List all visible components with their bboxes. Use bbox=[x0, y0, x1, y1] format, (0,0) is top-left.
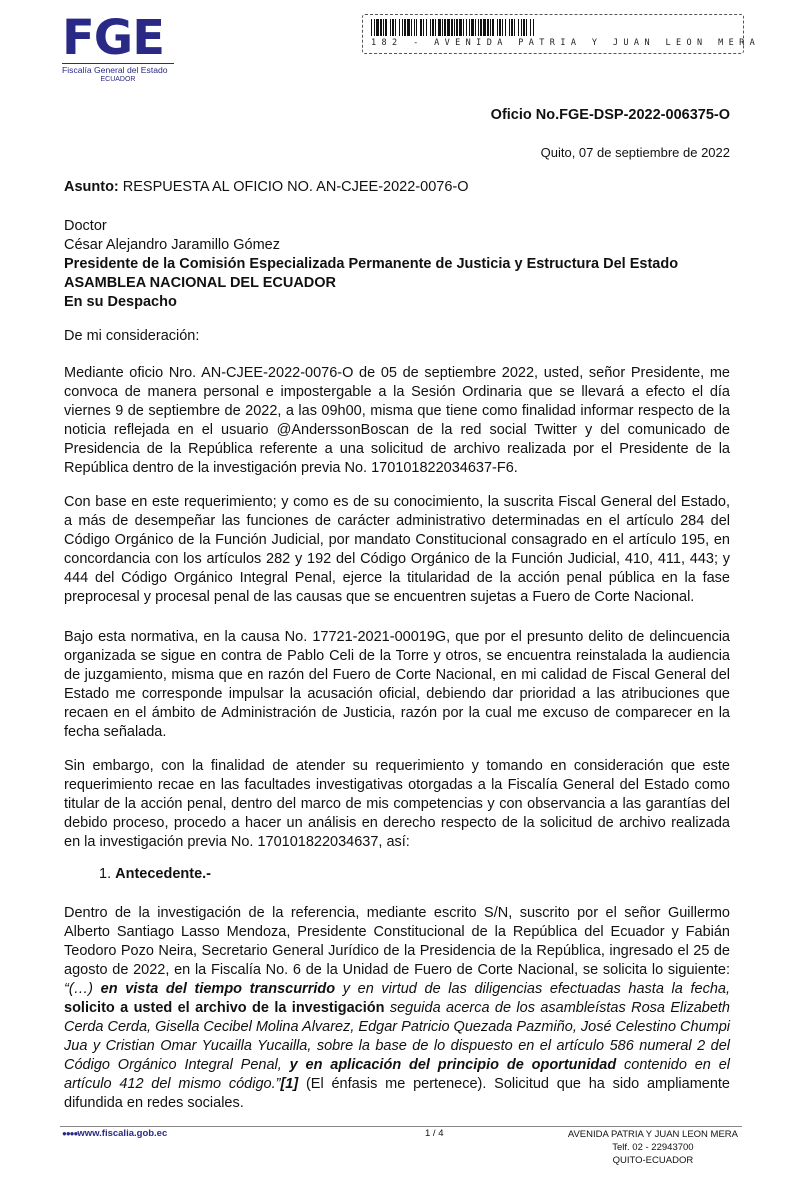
logo-country: ECUADOR bbox=[100, 76, 136, 83]
footnote-ref-1[interactable]: [1] bbox=[280, 1076, 299, 1092]
p5-intro: Dentro de la investigación de la referencia, mediante escrito S/N, suscrito por el señor Guillermo Alberto Santiago Lasso Mendoza, Presidente Constitucional de la República del Ecuador y Fabián Teodoro Pozo Neira, Secretario General Jurídico de la Presidencia de la República, ingresado el 25 de agosto de 2022, en la Fiscalía No. 6 de la Unidad de Fuero de Corte Nacional, se solicita lo siguiente: bbox=[64, 905, 730, 978]
paragraph-2: Con base en este requerimiento; y como es de su conocimiento, la suscrita Fiscal General del Estado, a más de desempeñar las funciones de carácter administrativo determinadas en el artículo 284 del Código Orgánico de la Función Judicial, por mandato Constitucional consagrado en el artículo 195, en concordancia con los artículos 282 y 192 del Código Orgánico de la Función Judicial, 410, 411, 443; y 444 del Código Orgánico Integral Penal, ejerce la titularidad de la acción penal pública en la fase preprocesal y procesal penal de las causas que se encuentren sujetas a Fuero de Corte Nacional. bbox=[64, 494, 730, 605]
dots-icon: ●●●● bbox=[62, 1129, 78, 1138]
subject-line bbox=[64, 178, 730, 197]
document-date: Quito, 07 de septiembre de 2022 bbox=[540, 145, 730, 160]
recipient-block bbox=[64, 217, 730, 312]
recipient-title: Doctor bbox=[64, 218, 107, 234]
footer-city: QUITO-ECUADOR bbox=[612, 1155, 694, 1166]
page-number: 1 / 4 bbox=[425, 1128, 444, 1139]
fge-logo bbox=[62, 10, 182, 83]
footer-divider bbox=[60, 1126, 742, 1127]
salutation: De mi consideración: bbox=[64, 328, 200, 344]
paragraph-1: Mediante oficio Nro. AN-CJEE-2022-0076-O de 05 de septiembre 2022, usted, señor Presidente, me convoca de manera personal e impostergable a la Sesión Ordinaria que se llevará a efecto el día viernes 9 de septiembre de 2022, a las 09h00, misma que tiene como finalidad informar respecto de la noticia reflejada en el usuario @AnderssonBoscan de la red social Twitter y del comunicado de Presidencia de la República referente a una solicitud de archivo realizada por el Presidente de la República dentro de la investigación previa No. 170101822034637-F6. bbox=[64, 365, 730, 476]
p5-emphasis-2: solicito a usted el archivo de la investigación bbox=[64, 1000, 385, 1016]
barcode-bars bbox=[371, 19, 735, 36]
subject-text: RESPUESTA AL OFICIO NO. AN-CJEE-2022-0076-O bbox=[118, 179, 469, 195]
logo-subtitle: Fiscalía General del Estado bbox=[62, 63, 174, 75]
website-link[interactable]: www.fiscalia.gob.ec bbox=[77, 1128, 168, 1139]
barcode-bar bbox=[534, 19, 535, 36]
oficio-number: Oficio No.FGE-DSP-2022-006375-O bbox=[490, 107, 730, 123]
section-number: 1. bbox=[99, 866, 116, 882]
paragraph-5 bbox=[64, 904, 730, 1113]
barcode bbox=[362, 14, 761, 54]
section-heading bbox=[99, 866, 211, 882]
p5-quote-close: contenido en el artículo 412 del mismo código.” bbox=[64, 1057, 730, 1092]
logo-mark: FGE bbox=[62, 10, 164, 66]
section-title: Antecedente.- bbox=[115, 866, 212, 882]
footer-website[interactable] bbox=[62, 1128, 167, 1139]
recipient-name: César Alejandro Jaramillo Gómez bbox=[64, 237, 280, 253]
recipient-location: En su Despacho bbox=[64, 294, 177, 310]
paragraph-3: Bajo esta normativa, en la causa No. 17721-2021-00019G, que por el presunto delito de delincuencia organizada se sigue en contra de Pablo Celi de la Torre y otros, se encuentra reinstalada la audiencia de juzgamiento, misma que en razón del Fuero de Corte Nacional, en mi calidad de Fiscal General del Estado me corresponde impulsar la acusación oficial, debiendo dar prioridad a las atribuciones que recaen en el ámbito de Administración de Justicia, razón por la cual me excuso de comparecer en la fecha señalada. bbox=[64, 629, 730, 740]
footer-phone: Telf. 02 - 22943700 bbox=[612, 1142, 694, 1153]
recipient-position: Presidente de la Comisión Especializada Permanente de Justicia y Estructura Del Estado bbox=[64, 256, 679, 272]
footer-address-line1: AVENIDA PATRIA Y JUAN LEON MERA bbox=[567, 1129, 738, 1140]
p5-outro: (El énfasis me pertenece). Solicitud que ha sido ampliamente difundida en redes sociales. bbox=[64, 1076, 730, 1111]
p5-quote-2: y en virtud de las diligencias efectuadas hasta la fecha, bbox=[335, 981, 730, 997]
recipient-institution: ASAMBLEA NACIONAL DEL ECUADOR bbox=[64, 275, 337, 291]
barcode-text: 182 - AVENIDA PATRIA Y JUAN LEON MERA bbox=[371, 38, 761, 48]
p5-emphasis-1: en vista del tiempo transcurrido bbox=[100, 981, 336, 997]
p5-quote-open: “(…) bbox=[64, 981, 101, 997]
p5-quote-3: seguida acerca de los asambleístas Rosa Elizabeth Cerda Cerda, Gisella Cecibel Molina Alvarez, Edgar Patricio Quezada Pazmiño, José Celestino Chumpi Jua y Cristian Omar Yucailla Yucailla, sobre la base de lo dispuesto en el artículo 586 numeral 2 del Código Orgánico Integral Penal, bbox=[64, 1000, 730, 1073]
paragraph-4: Sin embargo, con la finalidad de atender su requerimiento y tomando en consideración que este requerimiento recae en las facultades investigativas otorgadas a la Fiscalía General del Estado como titular de la acción penal, dentro del marco de mis competencias y con observancia a las garantías del debido proceso, procedo a hacer un análisis en derecho respecto de la solicitud de archivo realizada en la investigación previa No. 170101822034637, así: bbox=[64, 758, 730, 850]
p5-emphasis-3: y en aplicación del principio de oportunidad bbox=[289, 1057, 617, 1073]
footer-address bbox=[568, 1128, 738, 1167]
subject-label: Asunto: bbox=[64, 179, 119, 195]
